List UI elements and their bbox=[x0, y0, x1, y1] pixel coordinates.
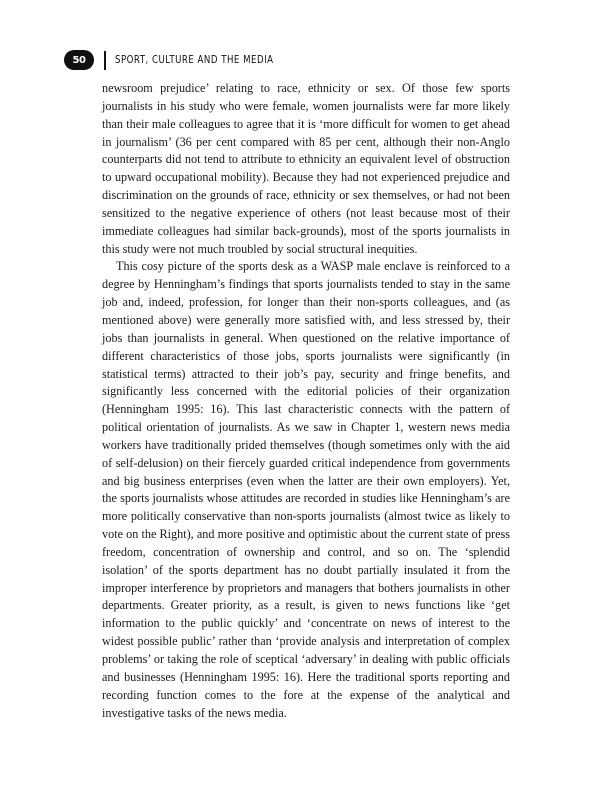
running-title: SPORT, CULTURE AND THE MEDIA bbox=[115, 54, 274, 66]
body-text bbox=[102, 80, 510, 722]
page-number-badge: 50 bbox=[64, 50, 94, 70]
running-head bbox=[64, 47, 308, 73]
paragraph-continued: newsroom prejudice’ relating to race, ethnicity or sex. Of those few sports journalists in his study who were female, women journalists were far more likely than their male colleagues to agree that it is ‘more difficult for women to get ahead in journalism’ (36 per cent compared with 85 per cent, although their non-Anglo counterparts did not tend to attribute to ethnicity an equivalent level of obstruction to upward occupational mobility). Because they had not experienced prejudice and discrimination on the grounds of race, ethnicity or sex themselves, or had not been sensitized to the negative experience of others (not least because most of their immediate colleagues had similar back-grounds), most of the sports journalists in this study were not much troubled by social structural inequities. bbox=[102, 81, 510, 256]
header-divider bbox=[104, 51, 106, 70]
paragraph: This cosy picture of the sports desk as a WASP male enclave is reinforced to a degree by Henningham’s findings that sports journalists tended to stay in the same job and, indeed, profession, for longer than their non-sports colleagues, and (as mentioned above) were generally more satisfied with, and less stressed by, their jobs than journalists in general. When questioned on the relative importance of different characteristics of those jobs, sports journalists were significantly (in statistical terms) attracted to their job’s pay, security and fringe benefits, and significantly less concerned with the editorial policies of their organization (Henningham 1995: 16). This last characteristic connects with the pattern of political orientation of journalists. As we saw in Chapter 1, western news media workers have traditionally prided themselves (though sometimes only with the aid of self-delusion) on their fiercely guarded critical independence from governments and big business enterprises (even when the latter are their own employers). Yet, the sports journalists whose attitudes are recorded in studies like Henningham’s are more politically conservative than non-sports journalists (almost twice as likely to vote on the Right), and more positive and optimistic about the current state of press freedom, concentration of ownership and control, and so on. The ‘splendid isolation’ of the sports department has no doubt partially insulated it from the improper interference by proprietors and managers that bothers journalists in other departments. Greater priority, as a result, is given to news functions like ‘get information to the public quickly’ and ‘concentrate on news of interest to the widest possible public’ rather than ‘provide analysis and interpretation of complex problems’ or taking the role of sceptical ‘adversary’ in dealing with public officials and businesses (Henningham 1995: 16). Here the traditional sports reporting and recording function comes to the fore at the expense of the analytical and investigative tasks of the news media. bbox=[102, 259, 510, 720]
